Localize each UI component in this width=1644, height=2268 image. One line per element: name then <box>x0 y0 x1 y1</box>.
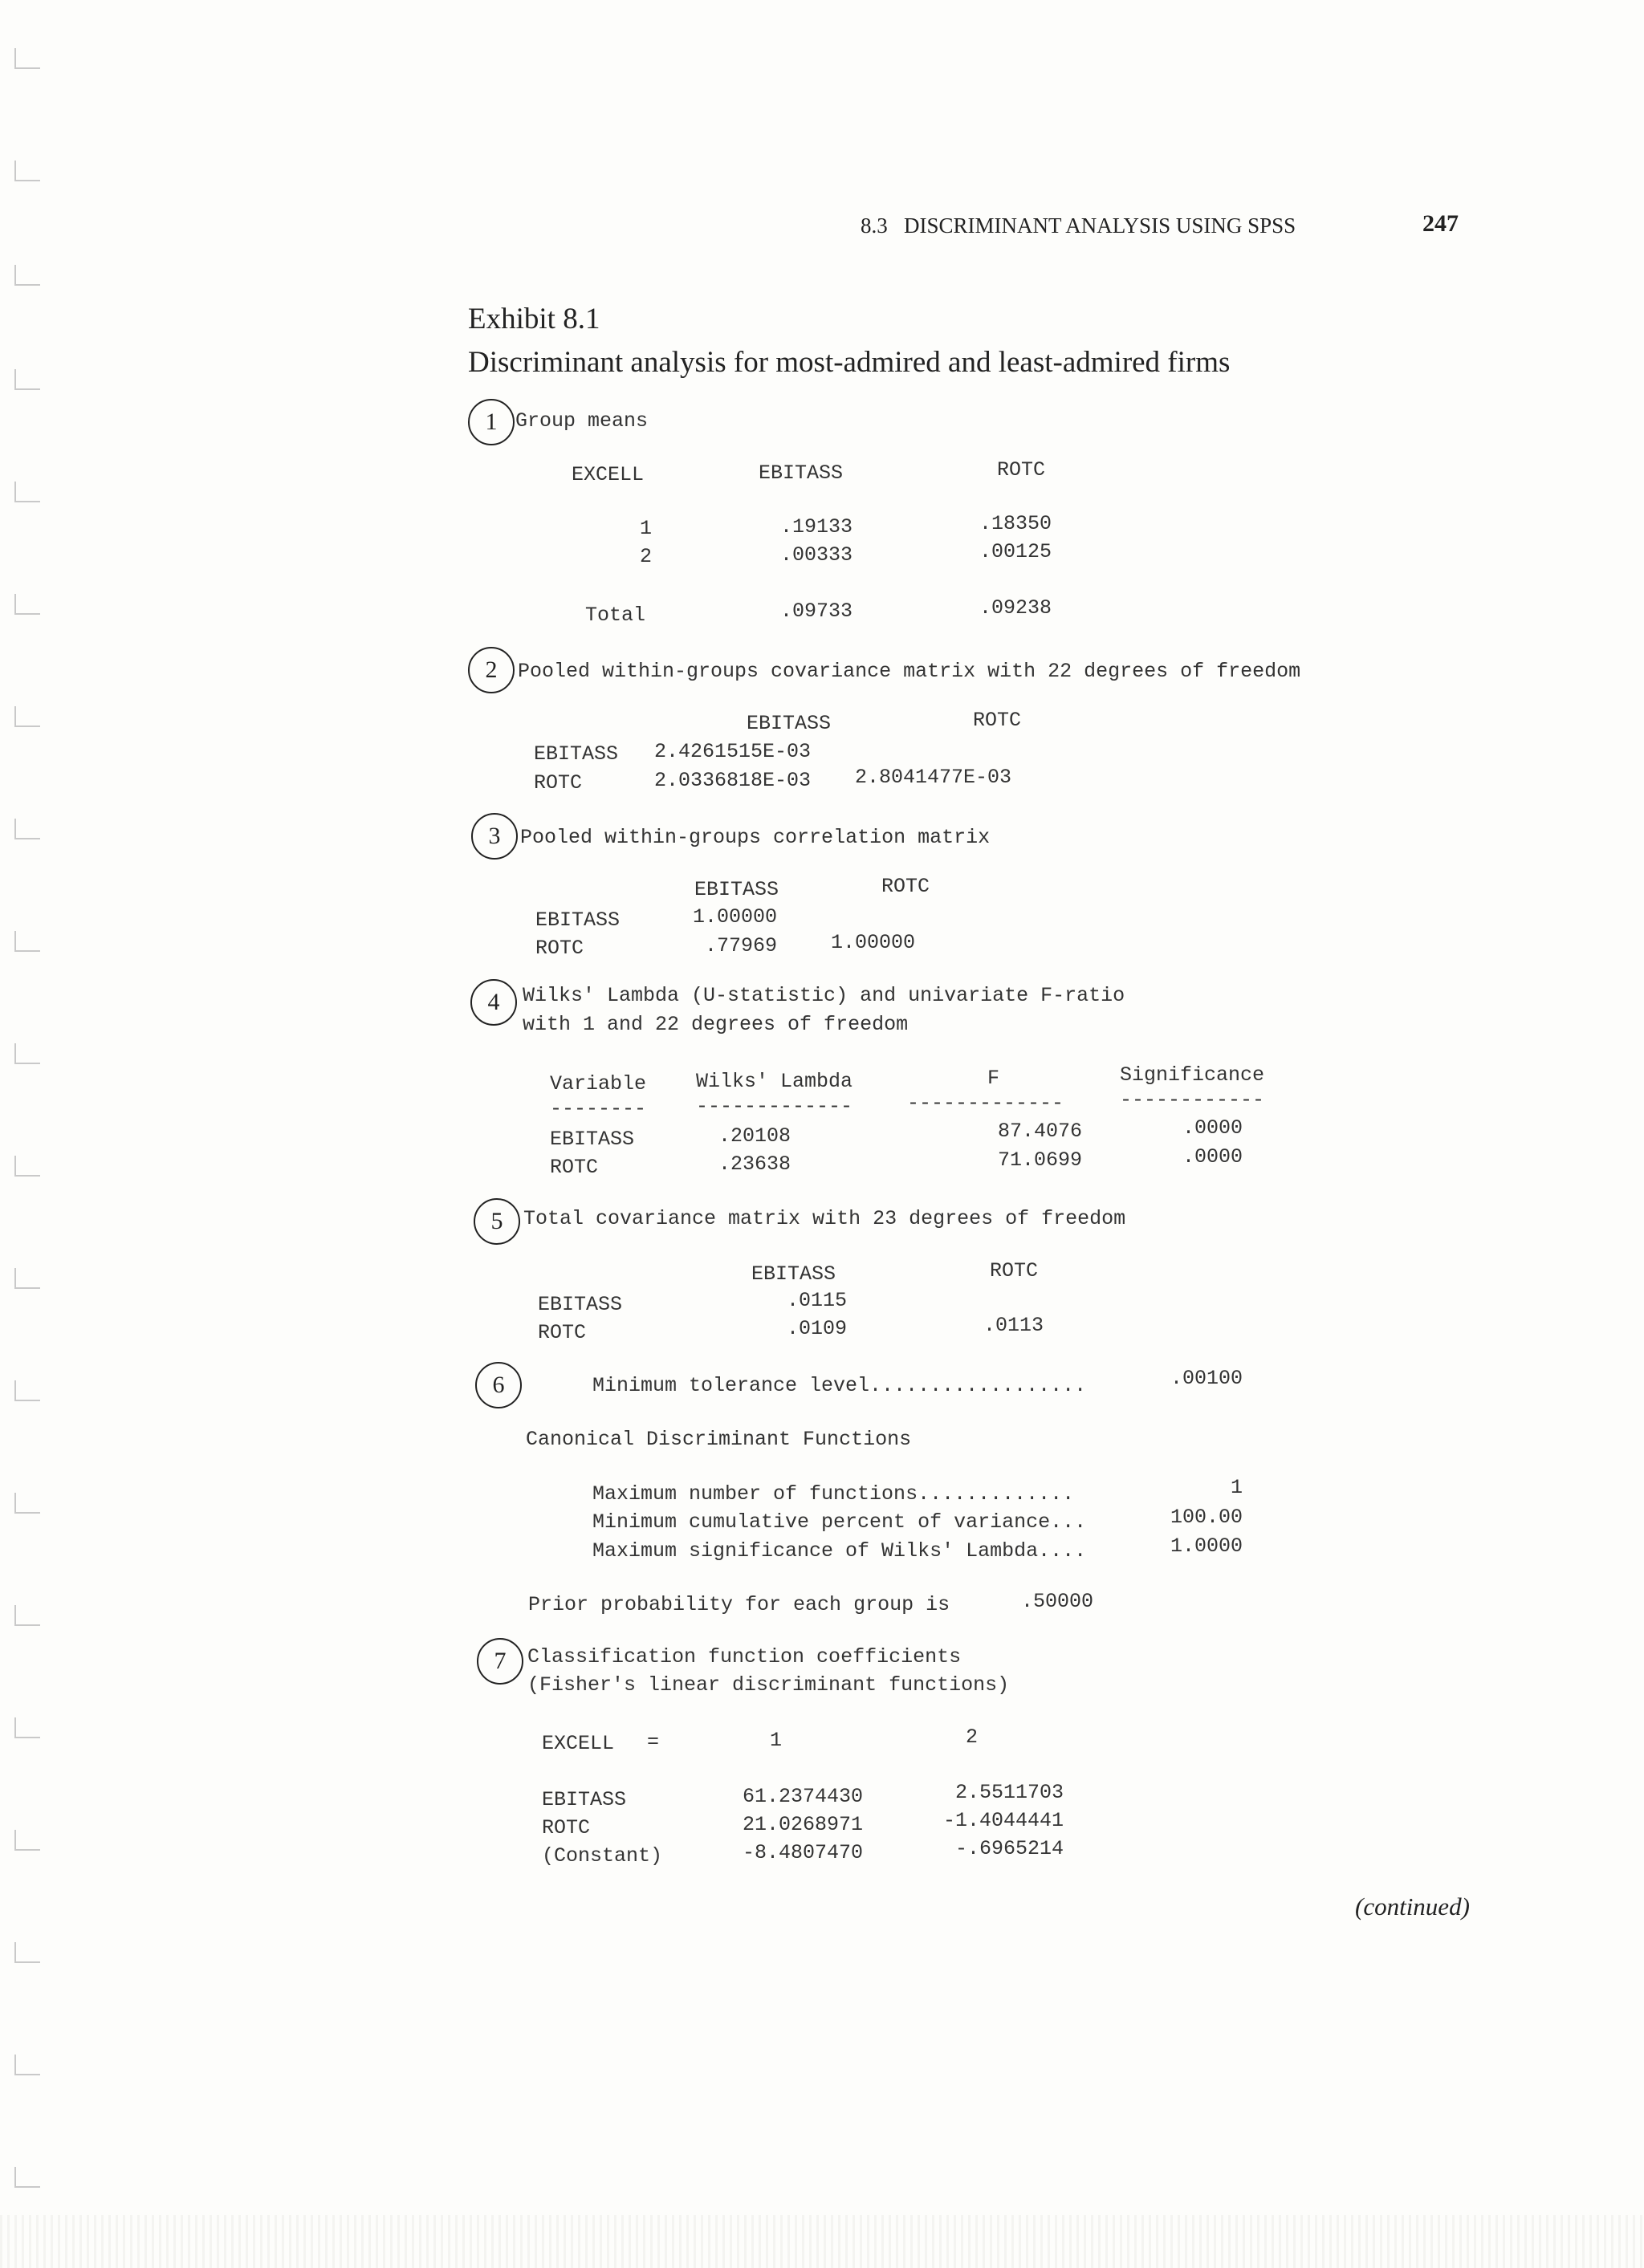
table-cell: .20108 <box>718 1124 791 1148</box>
row-label: 1 <box>639 517 652 540</box>
row-label: EBITASS <box>538 1293 623 1316</box>
column-header: EBITASS <box>747 712 832 735</box>
wilks-title-line1: Wilks' Lambda (U-statistic) and univariate F-ratio <box>523 984 1125 1007</box>
column-header: EXCELL <box>572 463 645 486</box>
table-cell: .19133 <box>779 515 853 539</box>
binding-mark <box>14 369 40 390</box>
section-title: DISCRIMINANT ANALYSIS USING SPSS <box>904 213 1296 238</box>
row-label: EBITASS <box>534 742 619 766</box>
parameter-label: Maximum significance of Wilks' Lambda.... <box>592 1539 1087 1563</box>
table-cell: 21.0268971 <box>742 1813 863 1836</box>
table-cell: .0000 <box>1182 1145 1243 1169</box>
binding-mark <box>14 1156 40 1177</box>
header-underline: ------------- <box>907 1091 1064 1115</box>
table-cell: -8.4807470 <box>742 1841 863 1864</box>
table-cell: .18350 <box>979 512 1052 535</box>
column-header: 2 <box>966 1725 979 1749</box>
exhibit-label: Exhibit 8.1 <box>468 303 600 335</box>
wilks-title-line2: with 1 and 22 degrees of freedom <box>523 1013 909 1036</box>
binding-mark <box>14 1830 40 1851</box>
parameter-value: 1.0000 <box>1170 1534 1243 1558</box>
binding-mark <box>14 1717 40 1738</box>
binding-mark <box>14 706 40 727</box>
section-marker-2: 2 <box>468 647 515 693</box>
table-cell: .00125 <box>979 540 1052 563</box>
table-cell: 1.00000 <box>692 905 777 929</box>
table-cell: 1.00000 <box>831 931 916 954</box>
binding-mark <box>14 161 40 181</box>
binding-mark <box>14 2055 40 2075</box>
column-header: ROTC <box>881 875 930 898</box>
row-label: ROTC <box>538 1321 587 1344</box>
table-cell: 61.2374430 <box>742 1785 863 1808</box>
binding-mark <box>14 265 40 286</box>
binding-mark <box>14 1268 40 1289</box>
table-cell: .0115 <box>786 1289 847 1312</box>
binding-mark <box>14 48 40 69</box>
binding-mark <box>14 931 40 952</box>
table-cell: .0113 <box>983 1314 1044 1337</box>
column-header: ROTC <box>973 709 1022 732</box>
group-means-title: Group means <box>515 409 649 433</box>
header-underline: -------- <box>550 1097 647 1120</box>
page-number: 247 <box>1422 210 1459 237</box>
table-cell: 2.5511703 <box>954 1781 1064 1804</box>
correlation-title: Pooled within-groups correlation matrix <box>520 826 991 849</box>
row-label: ROTC <box>550 1156 599 1179</box>
column-header: Significance <box>1120 1063 1265 1087</box>
covariance-title: Pooled within-groups covariance matrix with 22 degrees of freedom <box>518 660 1301 683</box>
binding-mark <box>14 594 40 615</box>
binding-mark <box>14 1942 40 1963</box>
parameter-label: Minimum cumulative percent of variance... <box>592 1510 1087 1534</box>
column-header: EBITASS <box>759 461 844 485</box>
row-label: ROTC <box>542 1816 591 1839</box>
table-cell: .0000 <box>1182 1116 1243 1140</box>
prior-probability-label: Prior probability for each group is <box>528 1593 950 1616</box>
column-header: EBITASS <box>751 1262 836 1286</box>
table-cell: 2.4261515E-03 <box>654 740 812 763</box>
table-cell: .23638 <box>718 1152 791 1176</box>
column-header: EBITASS <box>694 878 779 901</box>
continued-note: (continued) <box>1355 1892 1470 1920</box>
binding-mark <box>14 1493 40 1514</box>
column-header: Variable <box>550 1072 647 1095</box>
section-marker-1: 1 <box>468 399 515 445</box>
section-marker-3: 3 <box>471 813 518 860</box>
prior-probability-value: .50000 <box>1021 1590 1094 1613</box>
table-cell: 71.0699 <box>997 1148 1082 1172</box>
column-header: ROTC <box>997 458 1046 482</box>
table-cell: -1.4044441 <box>942 1809 1064 1832</box>
binding-mark <box>14 1605 40 1626</box>
section-marker-5: 5 <box>474 1198 520 1245</box>
total-covariance-title: Total covariance matrix with 23 degrees of freedom <box>523 1207 1126 1230</box>
row-label: ROTC <box>534 771 583 795</box>
column-header: Wilks' Lambda <box>696 1070 853 1093</box>
section-marker-6: 6 <box>475 1362 522 1408</box>
parameter-value: 1 <box>1230 1476 1243 1499</box>
parameter-label: Maximum number of functions............. <box>592 1482 1075 1506</box>
header-underline: ------------- <box>696 1095 853 1118</box>
scan-noise <box>0 2215 1644 2268</box>
table-cell: .0109 <box>786 1317 847 1340</box>
table-cell: -.6965214 <box>954 1837 1064 1860</box>
table-cell: 2.8041477E-03 <box>855 766 1012 789</box>
binding-mark <box>14 819 40 839</box>
header-equals: = <box>647 1730 660 1754</box>
total-label: Total <box>585 604 646 627</box>
row-label: EBITASS <box>535 908 621 932</box>
exhibit-title: Discriminant analysis for most-admired and least-admired firms <box>468 346 1231 379</box>
section-number: 8.3 <box>861 213 888 238</box>
table-cell: .77969 <box>704 934 777 957</box>
header-underline: ------------ <box>1120 1088 1265 1112</box>
row-label: EBITASS <box>550 1128 635 1151</box>
tolerance-label: Minimum tolerance level.................. <box>592 1374 1087 1397</box>
column-header: F <box>987 1067 1000 1090</box>
table-cell: 2.0336818E-03 <box>654 769 812 792</box>
column-header: ROTC <box>990 1259 1039 1282</box>
table-cell: .09733 <box>779 600 853 623</box>
parameter-value: 100.00 <box>1170 1506 1243 1529</box>
header-label: EXCELL <box>542 1732 615 1755</box>
row-label: (Constant) <box>542 1844 663 1868</box>
row-label: ROTC <box>535 937 584 960</box>
classification-title-line2: (Fisher's linear discriminant functions) <box>527 1673 1010 1697</box>
binding-mark <box>14 1043 40 1064</box>
section-marker-4: 4 <box>470 979 517 1026</box>
running-header <box>861 213 1296 238</box>
binding-mark <box>14 1380 40 1401</box>
row-label: 2 <box>639 545 652 568</box>
table-cell: .00333 <box>779 543 853 567</box>
canonical-title: Canonical Discriminant Functions <box>526 1428 912 1451</box>
column-header: 1 <box>770 1729 783 1752</box>
table-cell: 87.4076 <box>997 1120 1082 1143</box>
table-cell: .09238 <box>979 596 1052 620</box>
row-label: EBITASS <box>542 1788 627 1811</box>
tolerance-value: .00100 <box>1170 1367 1243 1390</box>
section-marker-7: 7 <box>477 1638 523 1685</box>
binding-mark <box>14 2167 40 2188</box>
binding-mark <box>14 482 40 502</box>
classification-title-line1: Classification function coefficients <box>527 1645 962 1668</box>
